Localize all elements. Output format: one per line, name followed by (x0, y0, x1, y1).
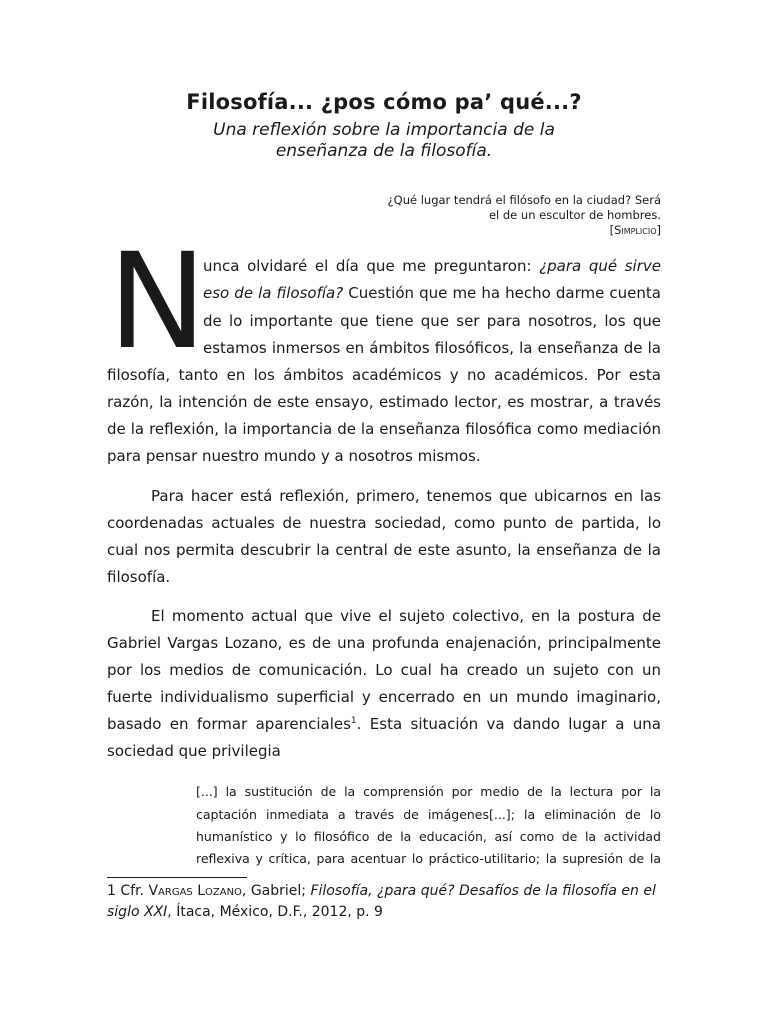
epigraph (241, 193, 661, 238)
paragraph-line: coordenadas actuales de nuestra sociedad, como punto de partida, lo (107, 514, 661, 532)
subtitle-line: Una reflexión sobre la importancia de la (213, 120, 555, 140)
paragraph-line: Gabriel Vargas Lozano, es de una profunda enajenación, principalmente (107, 634, 661, 652)
footnote-work-title: Filosofía, ¿para qué? Desafíos de la filosofía en el (310, 883, 656, 899)
drop-cap: N (108, 225, 203, 379)
footnote-line: 1 Cfr. Vargas Lozano, Gabriel; Filosofía, ¿para qué? Desafíos de la filosofía en el (107, 883, 656, 899)
page-title: Filosofía... ¿pos cómo pa’ qué...? (186, 90, 582, 114)
paragraph-line: para pensar nuestro mundo y a nosotros mismos. (107, 447, 481, 465)
quote-line: [...] la sustitución de la comprensión por medio de la lectura por la (196, 784, 661, 799)
paragraph-line: eso de la filosofía? Cuestión que me ha hecho darme cuenta (203, 284, 661, 302)
paragraph-line: unca olvidaré el día que me preguntaron: ¿para qué sirve (203, 257, 661, 275)
quote-line: reflexiva y crítica, para acentuar lo práctico-utilitario; la supresión de la (196, 851, 661, 866)
paragraph-line: fuerte individualismo superficial y encerrado en un mundo imaginario, (107, 688, 661, 706)
quote-line: humanístico y lo filosófico de la educación, así como de la actividad (196, 829, 661, 844)
paragraph-line: de lo importante que tiene que ser para nosotros, los que (203, 312, 661, 330)
paragraph-line: filosofía. (107, 568, 171, 586)
epigraph-attribution: [Simplicio] (609, 223, 661, 237)
footnote-number: 1 (107, 883, 116, 899)
footnote-author: Vargas Lozano (148, 883, 242, 899)
paragraph-line: basado en formar aparenciales$^1$. Esta situación va dando lugar a una (107, 715, 661, 733)
paragraph-line: estamos inmersos en ámbitos filosóficos, la enseñanza de la (203, 339, 661, 357)
paragraph-line: filosofía, tanto en los ámbitos académicos y no académicos. Por esta (107, 366, 661, 384)
footnote-reference[interactable]: 1 (350, 716, 357, 726)
paragraph-line: El momento actual que vive el sujeto colectivo, en la postura de (151, 607, 661, 625)
paragraph-line: sociedad que privilegia (107, 742, 281, 760)
paragraph-line: de la reflexión, la importancia de la enseñanza filosófica como mediación (107, 420, 661, 438)
footnote-line: siglo XXI, Ítaca, México, D.F., 2012, p. 9 (107, 904, 383, 920)
page-subtitle (0, 120, 768, 162)
quote-line: captación inmediata a través de imágenes[...]; la eliminación de lo (196, 807, 661, 822)
epigraph-line: ¿Qué lugar tendrá el filósofo en la ciudad? Será (387, 193, 661, 207)
paragraph-line: por los medios de comunicación. Lo cual ha creado un sujeto con un (107, 661, 661, 679)
paragraph-line: razón, la intención de este ensayo, estimado lector, es mostrar, a través (107, 393, 661, 411)
paragraph-line: Para hacer está reflexión, primero, tenemos que ubicarnos en las (151, 487, 661, 505)
epigraph-line: el de un escultor de hombres. (488, 208, 661, 222)
subtitle-line: enseñanza de la filosofía. (275, 141, 493, 161)
paragraph-line: cual nos permita descubrir la central de este asunto, la enseñanza de la (107, 541, 661, 559)
footnote-separator (107, 877, 247, 878)
